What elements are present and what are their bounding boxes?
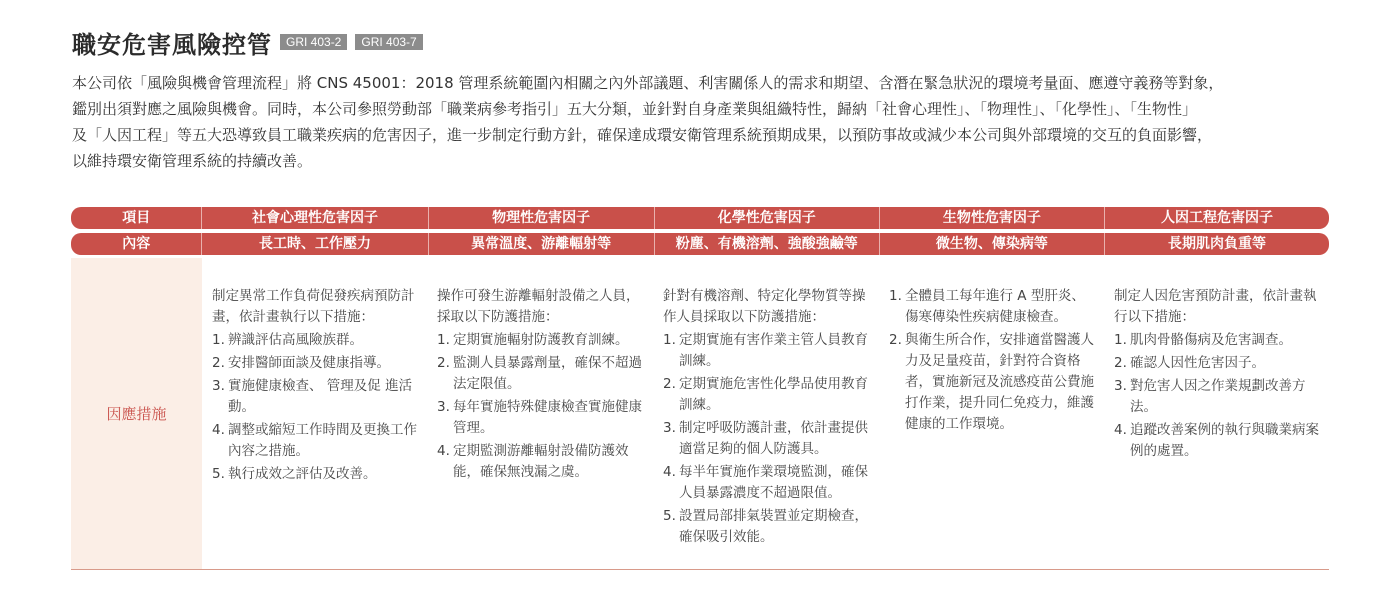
gri-badge: GRI 403-7: [355, 34, 422, 50]
measures-column-chemical: [663, 286, 871, 550]
header-cell: 長工時、工作壓力: [201, 233, 427, 255]
measures-list: [1114, 330, 1322, 462]
row-label: 因應措施: [106, 405, 167, 423]
gri-badge: GRI 403-2: [280, 34, 347, 50]
list-item: 2. 確認人因性危害因子。: [1114, 355, 1265, 371]
measures-list: [212, 330, 420, 485]
list-item: 2. 定期實施危害性化學品使用教育訓練。: [663, 376, 868, 413]
list-item: 4. 每半年實施作業環境監測，確保人員暴露濃度不超過限值。: [663, 464, 868, 501]
intro-paragraph: [72, 70, 1334, 174]
list-item: 2. 安排醫師面談及健康指導。: [212, 355, 390, 371]
table-header-row-1: [71, 207, 1329, 229]
list-item: 5. 執行成效之評估及改善。: [212, 466, 377, 482]
header-cell: 物理性危害因子: [428, 207, 654, 229]
header-cell: 生物性危害因子: [879, 207, 1104, 229]
measures-column-physical: [437, 286, 645, 485]
list-item: 3. 制定呼吸防護計畫，依計畫提供適當足夠的個人防護具。: [663, 420, 868, 457]
row-label-cell: [71, 258, 202, 569]
list-item: 4. 定期監測游離輻射設備防護效能，確保無洩漏之虞。: [437, 443, 629, 480]
column-lead: 制定異常工作負荷促發疾病預防計畫，依計畫執行以下措施：: [212, 288, 415, 325]
header-cell: 粉塵、有機溶劑、強酸強鹼等: [654, 233, 879, 255]
column-lead: 制定人因危害預防計畫，依計畫執行以下措施：: [1114, 288, 1317, 325]
intro-line: 本公司依「風險與機會管理流程」將 CNS 45001：2018 管理系統範圍內相關之內外部議題、利害關係人的需求和期望、含潛在緊急狀況的環境考量面、應遵守義務等對象，: [72, 74, 1224, 92]
list-item: 1. 定期實施有害作業主管人員教育訓練。: [663, 332, 868, 369]
measures-column-psychosocial: [212, 286, 420, 487]
list-item: 2. 與衛生所合作，安排適當醫護人力及足量疫苗，針對符合資格者，實施新冠及流感疫苗公費施打作業，提升同仁免疫力，維護健康的工作環境。: [889, 332, 1094, 432]
measures-list: [437, 330, 645, 483]
measures-list: [663, 330, 871, 548]
list-item: 1. 定期實施輻射防護教育訓練。: [437, 332, 629, 348]
page-title: 職安危害風險控管: [72, 30, 272, 59]
table-bottom-divider: [71, 569, 1329, 570]
list-item: 1. 肌肉骨骼傷病及危害調查。: [1114, 332, 1292, 348]
intro-line: 以維持環安衛管理系統的持續改善。: [72, 152, 313, 170]
measures-column-ergonomic: [1114, 286, 1322, 464]
measures-column-biological: [889, 286, 1097, 437]
header-cell: 長期肌肉負重等: [1104, 233, 1329, 255]
table-header-row-2: [71, 233, 1329, 255]
header-cell: 異常溫度、游離輻射等: [428, 233, 654, 255]
header-cell: 化學性危害因子: [654, 207, 879, 229]
measures-list: [889, 286, 1097, 435]
list-item: 5. 設置局部排氣裝置並定期檢查，確保吸引效能。: [663, 508, 868, 545]
list-item: 2. 監測人員暴露劑量，確保不超過法定限值。: [437, 355, 642, 392]
list-item: 4. 調整或縮短工作時間及更換工作內容之措施。: [212, 422, 417, 459]
title-row: [72, 24, 423, 60]
header-cell: 內容: [122, 236, 151, 252]
list-item: 3. 對危害人因之作業規劃改善方法。: [1114, 378, 1306, 415]
column-lead: 操作可發生游離輻射設備之人員，採取以下防護措施：: [437, 288, 640, 325]
header-cell: 項目: [122, 210, 151, 226]
list-item: 3. 每年實施特殊健康檢查實施健康管理。: [437, 399, 642, 436]
header-cell: 人因工程危害因子: [1104, 207, 1329, 229]
column-lead: 針對有機溶劑、特定化學物質等操作人員採取以下防護措施：: [663, 288, 866, 325]
list-item: 4. 追蹤改善案例的執行與職業病案例的處置。: [1114, 422, 1319, 459]
list-item: 1. 全體員工每年進行 A 型肝炎、傷寒傳染性疾病健康檢查。: [889, 288, 1085, 325]
intro-line: 及「人因工程」等五大恐導致員工職業疾病的危害因子，進一步制定行動方針，確保達成環安衛管理系統預期成果，以預防事故或減少本公司與外部環境的交互的負面影響，: [72, 126, 1213, 144]
header-cell: 社會心理性危害因子: [201, 207, 427, 229]
list-item: 3. 實施健康檢查、 管理及促 進活動。: [212, 378, 413, 415]
list-item: 1. 辨識評估高風險族群。: [212, 332, 363, 348]
header-cell: 微生物、傳染病等: [879, 233, 1104, 255]
intro-line: 鑑別出須對應之風險與機會。同時，本公司參照勞動部「職業病參考指引」五大分類，並針對自身產業與組織特性，歸納「社會心理性」、「物理性」、「化學性」、「生物性」: [72, 100, 1198, 118]
